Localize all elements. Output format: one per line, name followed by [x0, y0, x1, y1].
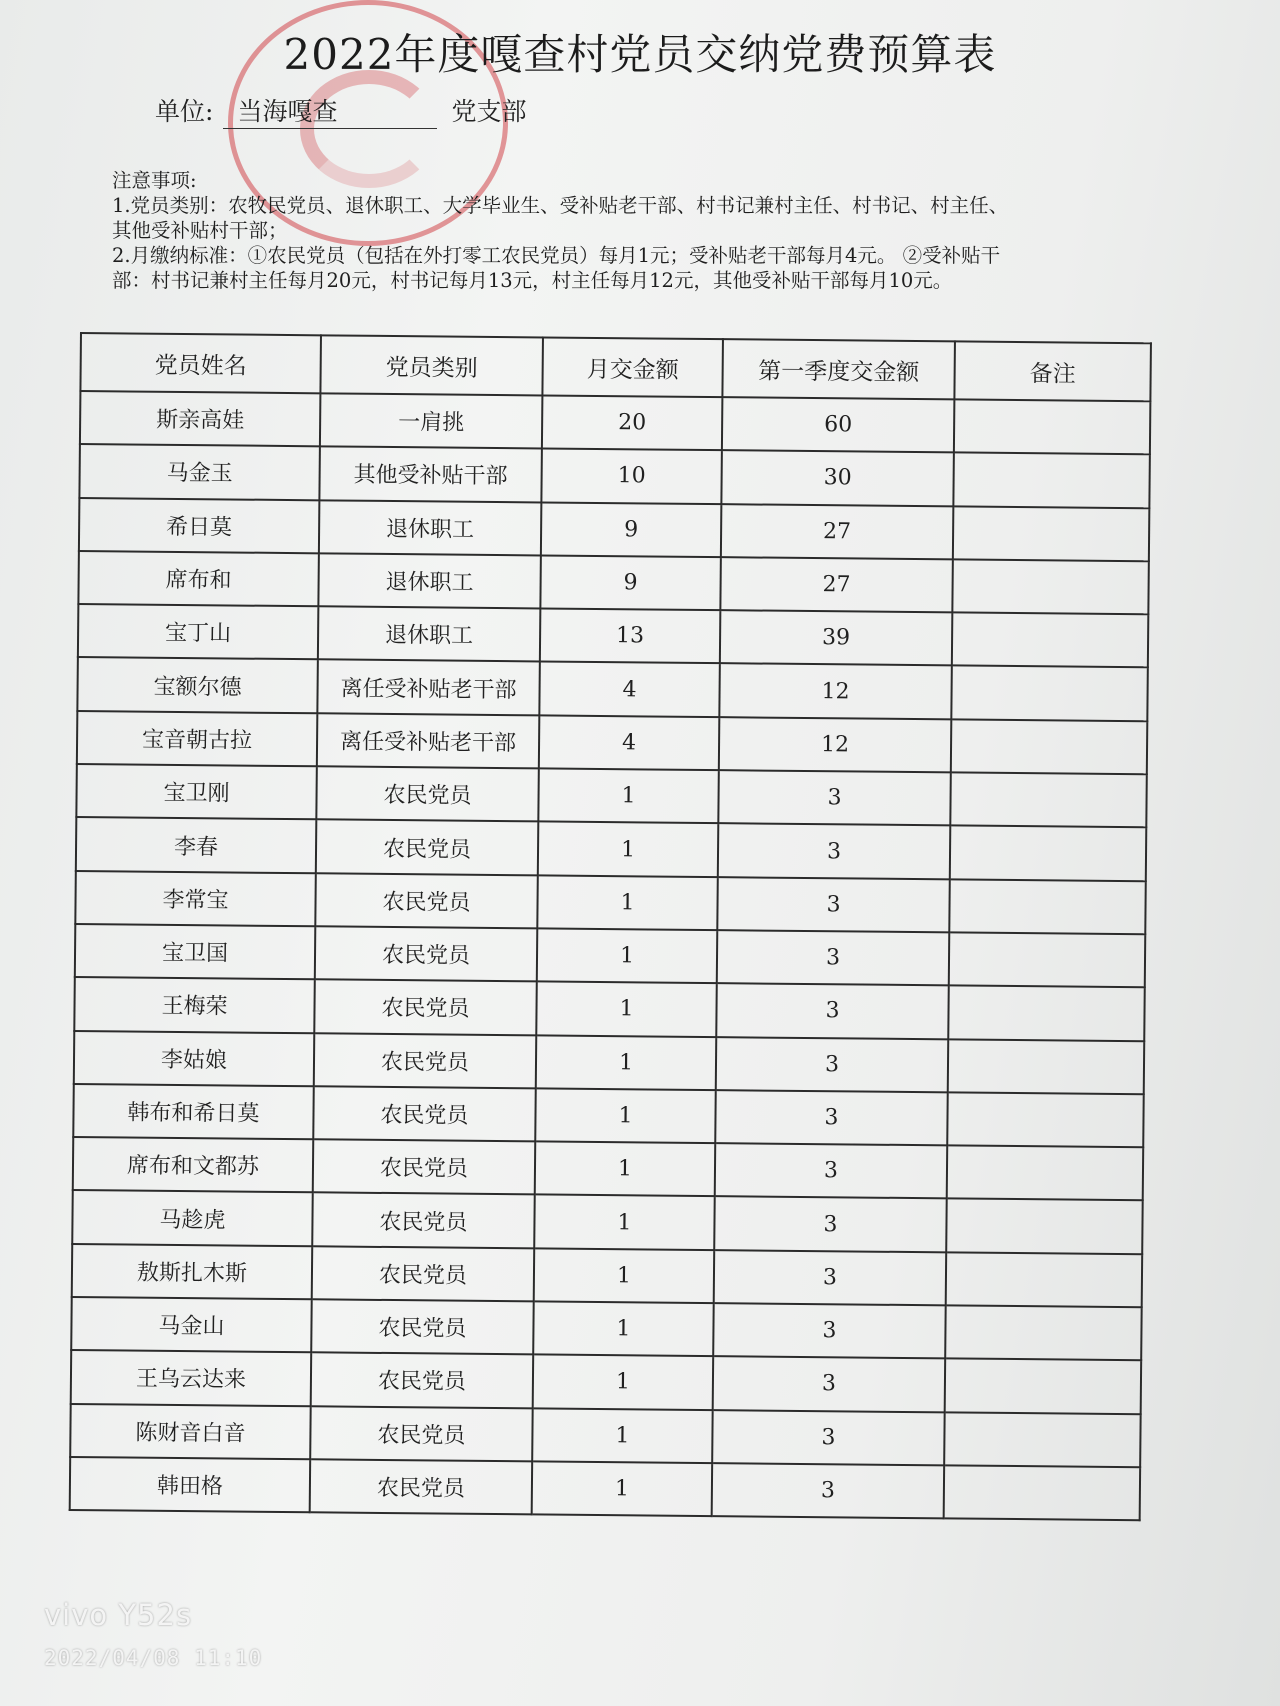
note-cell: [950, 772, 1147, 827]
member-category: 农民党员: [312, 1193, 535, 1248]
member-category: 农民党员: [313, 1086, 536, 1141]
member-name: 李常宝: [75, 871, 316, 927]
note-cell: [953, 453, 1150, 508]
q1-amount: 39: [720, 610, 953, 666]
member-category: 退休职工: [319, 500, 542, 555]
note-cell: [952, 613, 1149, 668]
table-body: [70, 391, 1151, 1520]
monthly-amount: 9: [540, 555, 721, 610]
monthly-amount: 1: [534, 1195, 715, 1250]
notes-line: 部：村书记兼村主任每月20元，村书记每月13元，村主任每月12元，其他受补贴干部每月10元。: [112, 269, 953, 292]
q1-amount: 60: [722, 397, 955, 453]
notes-line: 其他受补贴村干部；: [112, 219, 288, 242]
q1-amount: 3: [713, 1356, 946, 1412]
q1-amount: 3: [717, 877, 950, 933]
member-name: 马金山: [71, 1297, 312, 1353]
member-name: 李姑娘: [74, 1031, 315, 1087]
q1-amount: 3: [716, 1037, 949, 1093]
member-name: 陈财音白音: [70, 1404, 311, 1460]
notes-section: [112, 168, 1172, 293]
q1-amount: 3: [714, 1197, 947, 1253]
member-name: 宝丁山: [78, 604, 319, 660]
note-cell: [950, 826, 1147, 881]
note-cell: [949, 932, 1146, 987]
note-cell: [949, 879, 1146, 934]
member-category: 农民党员: [315, 926, 538, 981]
note-cell: [952, 559, 1149, 614]
monthly-amount: 1: [535, 1088, 716, 1143]
camera-watermark-device: vivo Y52s: [44, 1598, 193, 1632]
table-row: [70, 1457, 1140, 1521]
note-cell: [946, 1199, 1143, 1254]
monthly-amount: 1: [533, 1355, 714, 1410]
monthly-amount: 1: [536, 982, 717, 1037]
member-name: 韩布和希日莫: [73, 1084, 314, 1140]
header-monthly: 月交金额: [542, 337, 723, 397]
monthly-amount: 4: [539, 662, 720, 717]
q1-amount: 3: [717, 930, 950, 986]
q1-amount: 3: [712, 1410, 945, 1466]
q1-amount: 3: [716, 983, 949, 1039]
q1-amount: 27: [720, 557, 953, 613]
member-category: 农民党员: [310, 1459, 533, 1514]
q1-amount: 3: [718, 824, 951, 880]
member-name: 宝卫刚: [76, 764, 317, 820]
budget-table: [69, 332, 1152, 1521]
unit-value: 当海嘎查: [223, 92, 437, 129]
q1-amount: 27: [721, 504, 954, 560]
monthly-amount: 1: [538, 822, 719, 877]
unit-line: [155, 92, 526, 129]
note-cell: [954, 399, 1151, 454]
q1-amount: 3: [713, 1303, 946, 1359]
member-name: 马趁虎: [72, 1190, 313, 1246]
note-cell: [945, 1359, 1142, 1414]
member-name: 王乌云达来: [71, 1350, 312, 1406]
unit-suffix: 党支部: [451, 97, 527, 126]
member-category: 农民党员: [316, 820, 539, 875]
note-cell: [951, 719, 1148, 774]
member-name: 希日莫: [79, 498, 320, 554]
member-name: 李春: [76, 817, 317, 873]
header-q1: 第一季度交金额: [722, 339, 955, 399]
member-name: 宝音朝古拉: [77, 711, 318, 767]
member-category: 退休职工: [318, 553, 541, 608]
budget-table-container: [68, 332, 1175, 1572]
note-cell: [953, 506, 1150, 561]
notes-line: 2.月缴纳标准：①农民党员（包括在外打零工农民党员）每月1元；受补贴老干部每月4元。 ②受补贴干: [112, 244, 1001, 267]
notes-heading: 注意事项:: [112, 169, 197, 192]
member-category: 农民党员: [312, 1246, 535, 1301]
monthly-amount: 13: [540, 609, 721, 664]
header-category: 党员类别: [320, 335, 543, 395]
member-category: 农民党员: [311, 1299, 534, 1354]
monthly-amount: 10: [541, 449, 722, 504]
monthly-amount: 1: [532, 1408, 713, 1463]
monthly-amount: 1: [537, 928, 718, 983]
member-name: 宝额尔德: [77, 657, 318, 713]
q1-amount: 12: [719, 717, 952, 773]
monthly-amount: 4: [539, 715, 720, 770]
member-name: 马金玉: [79, 444, 320, 500]
note-cell: [951, 666, 1148, 721]
member-name: 韩田格: [70, 1457, 311, 1513]
member-category: 其他受补贴干部: [319, 447, 542, 502]
monthly-amount: 1: [533, 1301, 714, 1356]
q1-amount: 3: [718, 770, 951, 826]
unit-label: 单位:: [155, 97, 214, 126]
member-category: 一肩挑: [320, 393, 543, 448]
member-category: 农民党员: [311, 1353, 534, 1408]
q1-amount: 30: [721, 450, 954, 506]
note-cell: [944, 1465, 1141, 1520]
note-cell: [947, 1146, 1144, 1201]
member-category: 退休职工: [318, 606, 541, 661]
member-category: 离任受补贴老干部: [317, 660, 540, 715]
member-name: 席布和文都苏: [73, 1137, 314, 1193]
note-cell: [947, 1092, 1144, 1147]
monthly-amount: 1: [537, 875, 718, 930]
member-category: 离任受补贴老干部: [317, 713, 540, 768]
member-category: 农民党员: [310, 1406, 533, 1461]
monthly-amount: 20: [542, 395, 723, 450]
note-cell: [948, 986, 1145, 1041]
monthly-amount: 9: [541, 502, 722, 557]
monthly-amount: 1: [538, 769, 719, 824]
q1-amount: 12: [719, 664, 952, 720]
member-name: 王梅荣: [74, 977, 315, 1033]
header-note: 备注: [954, 341, 1151, 401]
note-cell: [948, 1039, 1145, 1094]
monthly-amount: 1: [534, 1248, 715, 1303]
note-cell: [945, 1305, 1142, 1360]
member-category: 农民党员: [315, 873, 538, 928]
table-header-row: [80, 333, 1151, 401]
header-name: 党员姓名: [80, 333, 321, 393]
notes-line: 1.党员类别：农牧民党员、退休职工、大学毕业生、受补贴老干部、村书记兼村主任、村书记、村主任、: [112, 194, 1009, 217]
monthly-amount: 1: [536, 1035, 717, 1090]
member-name: 斯亲高娃: [80, 391, 321, 447]
member-category: 农民党员: [314, 980, 537, 1035]
document-title: 2022年度嘎查村党员交纳党费预算表: [283, 30, 997, 79]
member-name: 宝卫国: [75, 924, 316, 980]
member-category: 农民党员: [313, 1139, 536, 1194]
monthly-amount: 1: [532, 1461, 713, 1516]
q1-amount: 3: [715, 1143, 948, 1199]
q1-amount: 3: [715, 1090, 948, 1146]
monthly-amount: 1: [535, 1142, 716, 1197]
camera-watermark-timestamp: 2022/04/08 11:10: [44, 1646, 263, 1670]
member-name: 席布和: [78, 551, 319, 607]
q1-amount: 3: [712, 1463, 945, 1519]
note-cell: [944, 1412, 1141, 1467]
note-cell: [946, 1252, 1143, 1307]
member-name: 敖斯扎木斯: [72, 1244, 313, 1300]
member-category: 农民党员: [314, 1033, 537, 1088]
q1-amount: 3: [714, 1250, 947, 1306]
member-category: 农民党员: [316, 766, 539, 821]
